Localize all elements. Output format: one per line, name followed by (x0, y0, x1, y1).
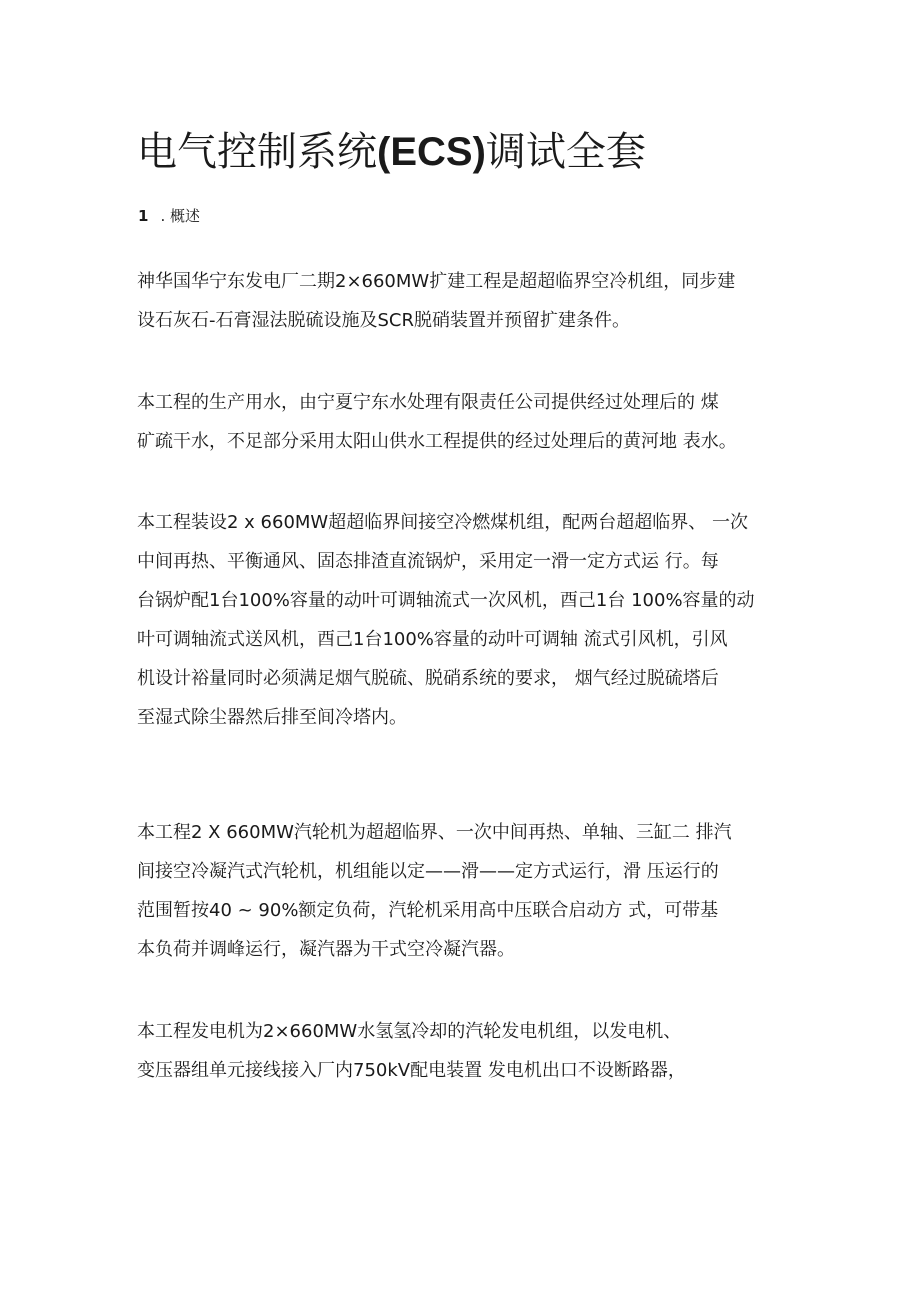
paragraph-line: 变压器组单元接线接入厂内750kV配电装置 发电机出口不设断路器， (137, 1060, 686, 1081)
section-number: 1 (138, 207, 149, 225)
section-heading (138, 205, 200, 227)
paragraph-boiler (137, 503, 797, 737)
paragraph-line: 本工程的生产用水，由宁夏宁东水处理有限责任公司提供经过处理后的 煤 (137, 392, 719, 413)
paragraph-line: 叶可调轴流式送风机，酉己1台100%容量的动叶可调轴 流式引风机，引风 (137, 629, 728, 650)
title-suffix: 调试全套 (485, 129, 646, 175)
paragraph-line: 至湿式除尘器然后排至间冷塔内。 (137, 707, 407, 728)
paragraph-line: 矿疏干水，不足部分采用太阳山供水工程提供的经过处理后的黄河地 表水。 (137, 431, 737, 452)
title-abbreviation: (ECS) (377, 130, 486, 174)
paragraph-generator (137, 1012, 797, 1090)
document-title (137, 126, 837, 178)
paragraph-line: 本工程装设2 x 660MW超超临界间接空冷燃煤机组，配两台超超临界、 一次 (137, 512, 748, 533)
paragraph-line: 本工程2 X 660MW汽轮机为超超临界、一次中间再热、单轴、三缸二 排汽 (137, 822, 732, 843)
paragraph-line: 机设计裕量同时必须满足烟气脱硫、脱硝系统的要求， 烟气经过脱硫塔后 (137, 668, 719, 689)
paragraph-overview (137, 262, 797, 340)
paragraph-water-supply (137, 383, 797, 461)
paragraph-line: 本负荷并调峰运行，凝汽器为干式空冷凝汽器。 (137, 939, 515, 960)
paragraph-line: 间接空冷凝汽式汽轮机，机组能以定——滑——定方式运行，滑 压运行的 (137, 861, 719, 882)
paragraph-line: 神华国华宁东发电厂二期2×660MW扩建工程是超超临界空冷机组，同步建 (137, 271, 736, 292)
paragraph-line: 范围暂按40 ~ 90%额定负荷，汽轮机采用高中压联合启动方 式，可带基 (137, 900, 719, 921)
paragraph-line: 本工程发电机为2×660MW水氢氢冷却的汽轮发电机组，以发电机、 (137, 1021, 682, 1042)
paragraph-line: 中间再热、平衡通风、固态排渣直流锅炉，采用定一滑一定方式运 行。每 (137, 551, 719, 572)
section-label: . 概述 (160, 207, 200, 225)
paragraph-line: 设石灰石-石膏湿法脱硫设施及SCR脱硝装置并预留扩建条件。 (137, 310, 630, 331)
title-prefix: 电气控制系统 (137, 129, 377, 175)
paragraph-turbine (137, 813, 797, 969)
paragraph-line: 台锅炉配1台100%容量的动叶可调轴流式一次风机，酉己1台 100%容量的动 (137, 590, 755, 611)
